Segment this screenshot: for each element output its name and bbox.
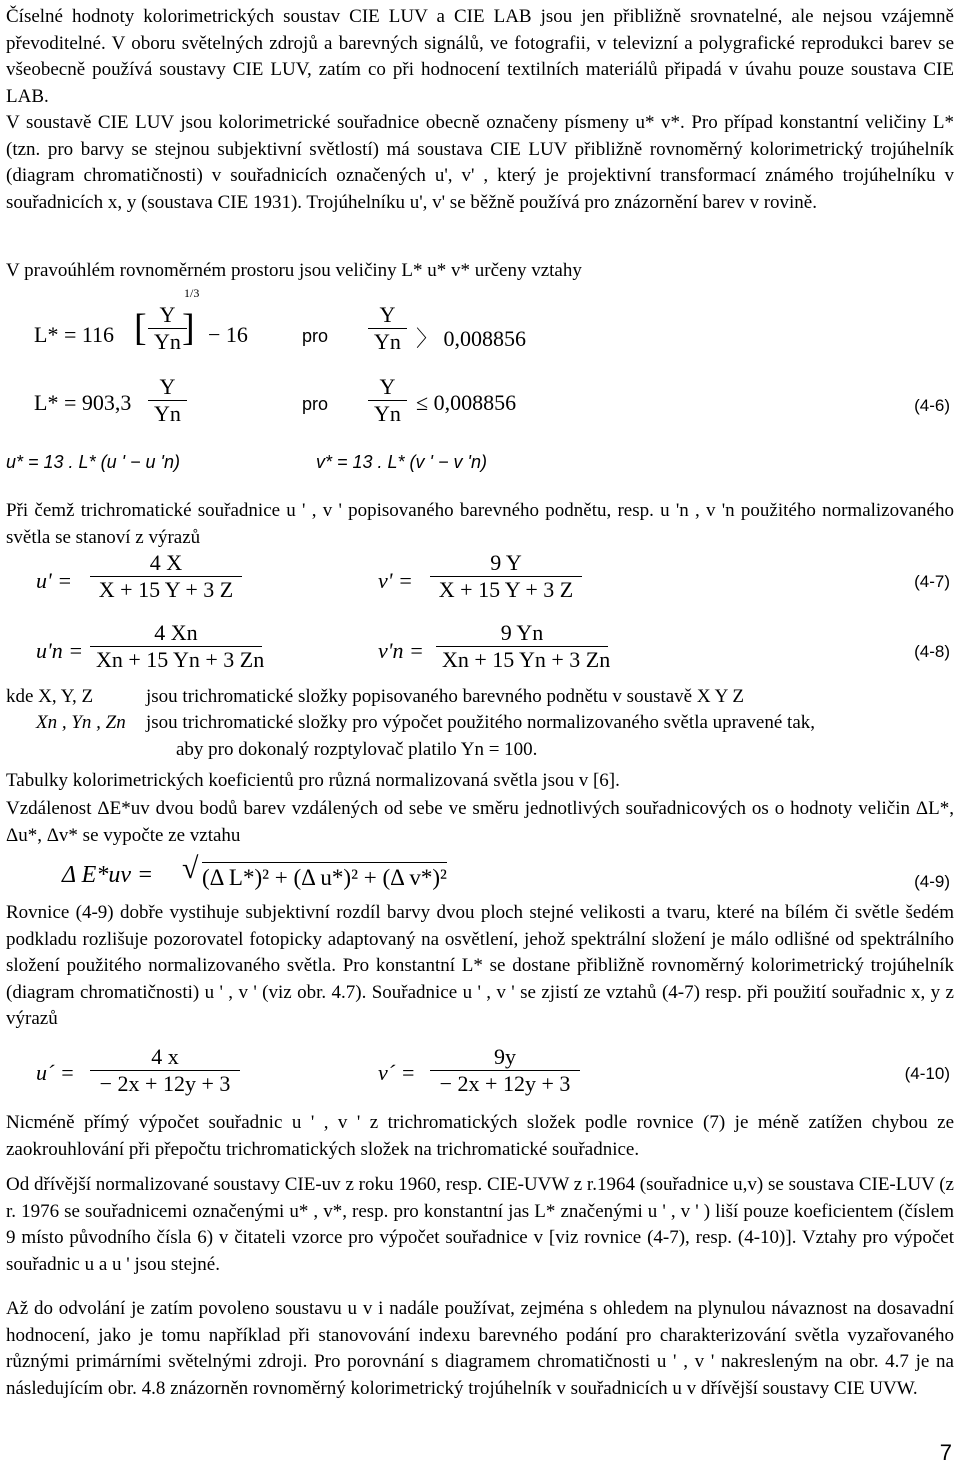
eq46-L2-frac: $\frac{Y}{Yn}$ (148, 374, 187, 427)
eq46-L2-lhs: L* = 903,3 (34, 390, 132, 415)
eq46-pro-1: pro (302, 326, 329, 346)
kde-2-term: Xn , Yn , Zn (36, 712, 126, 733)
eq46-L1-num: Y (159, 302, 176, 327)
paragraph-2: V soustavě CIE LUV jsou kolorimetrické souřadnice obecně označeny písmeny u* v*. Pro případ konstantní veličiny L* (tzn. pro barvy se stejnou subjektivní světlostí) má soustava CIE LUV přibližně rovnoměrný kolorimetrický trojúhelník (diagram chromatičnosti) v souřadnicích označených u', v' , který je projektivní transformací známého trojúhelníku v souřadnicích x, y (soustava CIE 1931). Trojúhelníku u', v' se běžně používá pro znázornění barev v rovině. (6, 112, 954, 213)
eq46-c2-frac: $\frac{Y}{Yn}$ (368, 374, 407, 427)
paragraph-3: V pravoúhlém rovnoměrném prostoru jsou veličiny L* u* v* určeny vztahy (6, 260, 582, 281)
eq46-L1-tail: − 16 (208, 322, 248, 347)
paragraph-7: Rovnice (4-9) dobře vystihuje subjektivní rozdíl barvy dvou ploch stejné velikosti a tvaru, které na bílém či světle šedém podkladu rozlišuje pozorovatel fotopicky adaptovaný na osvětlení, jehož spektrální složení je málo odlišné od spektrálního složení použitého normalizovaného světla. Pro konstantní L* se dostane přibližně rovnoměrný kolorimetrický trojúhelník (diagram chromatičnosti) u ' , v ' (viz obr. 4.7). Souřadnice u ' , v ' se zjistí ze vztahů (4-7) resp. při použití souřadnic x, y z výrazů (6, 902, 954, 1029)
eq46-c1-frac: $\frac{Y}{Yn}$ (368, 302, 407, 355)
eq49-radicand: (Δ L*)² + (Δ u*)² + (Δ v*)² (202, 862, 447, 891)
eq46-bracket-close: ] (182, 307, 195, 349)
eq48-label: (4-8) (914, 642, 950, 661)
sqrt-sign: √ (182, 852, 199, 885)
eq46-v-star: v* = 13 . L* (v ' − v 'n) (316, 452, 487, 472)
eq410-label: (4-10) (904, 1064, 950, 1083)
eq46-bracket-open: [ (134, 307, 147, 349)
equation-4-9: Δ E*uv = √ (Δ L*)² + (Δ u*)² + (Δ v*)² (4-9) (62, 852, 950, 891)
kde-2-desc: jsou trichromatické složky pro výpočet použitého normalizovaného světla upravené tak, (146, 712, 816, 733)
eq47-label: (4-7) (914, 572, 950, 591)
eq46-L1-den: Yn (148, 328, 187, 355)
eq46-c2-rel: ≤ 0,008856 (416, 390, 517, 415)
eq46-exponent: 1/3 (184, 286, 200, 300)
eq49-label: (4-9) (914, 872, 950, 891)
eq46-label: (4-6) (914, 396, 950, 415)
eq46-c1-rel: 〉 0,008856 (416, 326, 527, 351)
paragraph-1: Číselné hodnoty kolorimetrických soustav CIE LUV a CIE LAB jsou jen přibližně srovnatelné, ale nejsou vzájemně převoditelné. V oboru světelných zdrojů a barevných signálů, ve fotografii, v televizní a polygrafické reprodukci barev se všeobecně používá soustavy CIE LUV, zatím co při hodnocení textilních materiálů připadá v úvahu pouze soustava CIE LAB. (6, 6, 954, 107)
page-number: 7 (939, 1440, 952, 1465)
eq46-L1-lhs: L* = 116 (34, 322, 115, 347)
paragraph-5: Tabulky kolorimetrických koeficientů pro různá normalizovaná světla jsou v [6]. (6, 770, 620, 791)
paragraph-10: Až do odvolání je zatím povoleno soustavu u v i nadále používat, zejména s ohledem na plynulou návaznost na dosavadní hodnocení, jako je tomu například při stanovování indexu barevného podání pro charakterizování světla vyzařovaného různými primárními světelnými zdroji. Pro porovnání s diagramem chromatičnosti u ' , v ' nakresleným na obr. 4.7 je na následujícím obr. 4.8 znázorněn rovnoměrný kolorimetrický trojúhelník v souřadnicích u v dřívější soustavy CIE UVW. (6, 1298, 954, 1399)
eq46-pro-2: pro (302, 394, 329, 414)
kde-3: aby pro dokonalý rozptylovač platilo Yn = 100. (176, 739, 538, 760)
equation-4-10: u´ = $\frac{4 x}{- 2x + 12y + 3}$ v´ = $\frac{9y}{- 2x + 12y + 3}$ (4-10) (36, 1044, 950, 1096)
equation-4-7: u' = $\frac{4 X}{X + 15 Y + 3 Z}$ v' = $\frac{9 Y}{X + 15 Y + 3 Z}$ (4-7) (36, 550, 950, 602)
kde-1-desc: jsou trichromatické složky popisovaného barevného podnětu v soustavě X Y Z (146, 686, 745, 707)
paragraph-6: Vzdálenost ΔE*uv dvou bodů barev vzdálených od sebe ve směru jednotlivých souřadnicových os o hodnoty veličin ΔL*, Δu*, Δv* se vypočte ze vztahu (6, 798, 954, 846)
paragraph-4: Při čemž trichromatické souřadnice u ' , v ' popisovaného barevného podnětu, resp. u 'n , v 'n použitého normalizovaného světla se stanoví z výrazů (6, 500, 954, 548)
paragraph-9: Od dřívější normalizované soustavy CIE-uv z roku 1960, resp. CIE-UVW z r.1964 (souřadnice u,v) se soustava CIE-LUV (z r. 1976 se souřadnicemi označenými u* , v*, resp. pro konstantní jas L* značenými u ' , v ' ) liší pouze koeficientem (číslem 9 místo původního čísla 6) v čitateli vzorce pro výpočet souřadnice v [viz rovnice (4-7), resp. (4-10)]. Vztahy pro výpočet souřadnic u a u ' jsou stejné. (6, 1174, 954, 1275)
kde-1-term: kde X, Y, Z (6, 686, 94, 707)
equation-4-6 (6, 286, 954, 480)
equation-4-8: u'n = $\frac{4 Xn}{Xn + 15 Yn + 3 Zn}$ v'n = $\frac{9 Yn}{Xn + 15 Yn + 3 Zn}$ (4-8) (36, 620, 950, 672)
paragraph-8: Nicméně přímý výpočet souřadnic u ' , v ' z trichromatických složek podle rovnice (7) je méně zatížen chybou ze zaokrouhlování při přepočtu trichromatických složek na trichromatické souřadnice. (6, 1112, 954, 1160)
eq46-u-star: u* = 13 . L* (u ' − u 'n) (6, 452, 180, 472)
